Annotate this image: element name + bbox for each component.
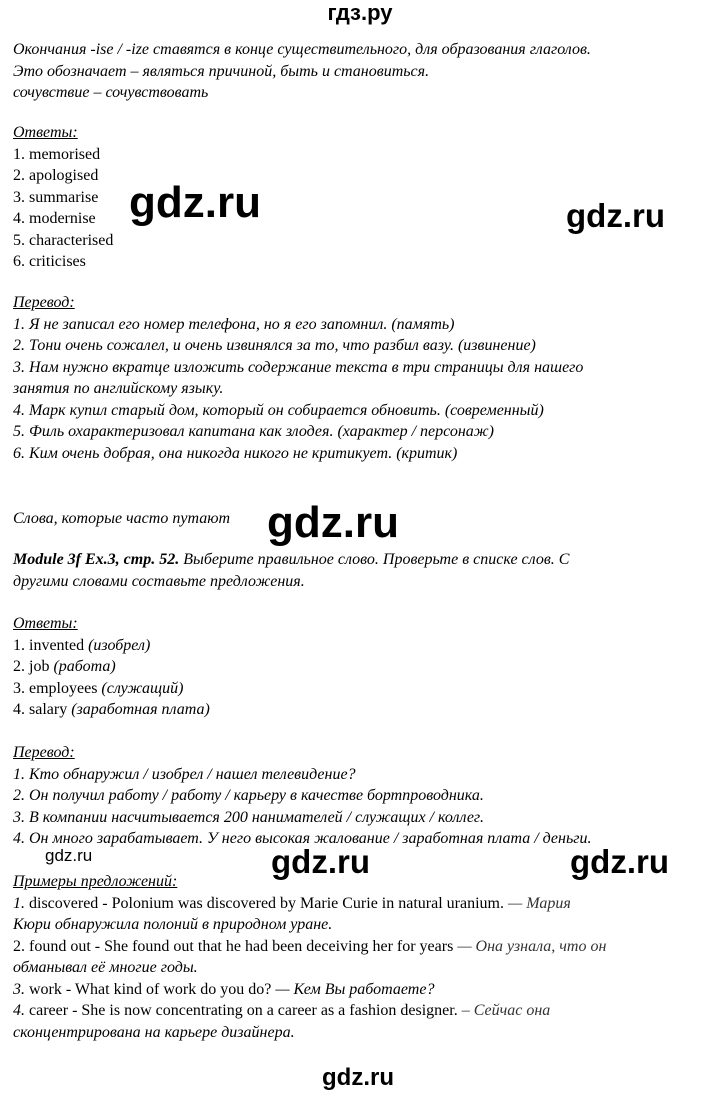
translation-item: 4. Он много зарабатывает. У него высокая жалование / заработная плата / деньги. xyxy=(13,830,592,847)
example-translation: сконцентрирована на карьере дизайнера. xyxy=(13,1023,295,1041)
answer-item: 6. criticises xyxy=(13,253,86,270)
translation-heading: Перевод: xyxy=(13,744,75,761)
intro-line: сочувствие – сочувствовать xyxy=(13,84,209,101)
example-item: 3. work - What kind of work do you do? — Кем Вы работаете? xyxy=(13,980,435,998)
translation-item: 5. Филь охарактеризовал капитана как злодея. (характер / персонаж) xyxy=(13,423,494,440)
answer-translation: (служащий) xyxy=(101,679,184,697)
answer-item xyxy=(13,699,210,721)
answer-item: 1. memorised xyxy=(13,145,101,163)
answer-translation: (работа) xyxy=(53,658,116,675)
translation-heading: Перевод: xyxy=(13,294,75,311)
examples-heading: Примеры предложений: xyxy=(13,873,178,890)
answer-item xyxy=(13,678,210,700)
answers-heading: Ответы: xyxy=(13,124,78,141)
translation-item: 3. Нам нужно вкратце изложить содержание текста в три страницы для нашего xyxy=(13,358,584,376)
answers-heading: Ответы: xyxy=(13,615,78,632)
translation-item: занятия по английскому языку. xyxy=(13,380,224,397)
answer-item: 5. characterised xyxy=(13,231,114,249)
module-reference: Module 3f Ex.3, стр. 52. xyxy=(13,551,180,568)
answers-block-2 xyxy=(13,613,210,721)
answer-item: 3. summarise xyxy=(13,188,99,206)
answer-translation: (изобрел) xyxy=(88,636,151,654)
translation-item: 4. Марк купил старый дом, который он собирается обновить. (современный) xyxy=(13,401,544,419)
answer-item: 2. apologised xyxy=(13,167,99,184)
intro-block xyxy=(13,39,591,104)
answer-word: 3. employees xyxy=(13,679,98,697)
answer-word: 2. job xyxy=(13,658,50,675)
watermark-logo: gdz.ru xyxy=(45,846,93,865)
translation-block-2 xyxy=(13,742,591,850)
confused-words-title: Слова, которые часто путают xyxy=(13,510,231,527)
example-translation: Кюри обнаружила полоний в природном уране. xyxy=(13,916,333,933)
answer-word: 1. invented xyxy=(13,636,85,654)
watermark-logo: gdz.ru xyxy=(566,197,665,234)
answer-word: 4. salary xyxy=(13,701,68,718)
translation-item: 2. Тони очень сожалел, и очень извинялся за то, что разбил вазу. (извинение) xyxy=(13,337,536,354)
intro-line: Окончания -ise / -ize ставятся в конце существительного, для образования глаголов. xyxy=(13,41,591,58)
module-instruction-text: Выберите правильное слово. Проверьте в списке слов. С xyxy=(179,551,570,568)
translation-item: 1. Кто обнаружил / изобрел / нашел телевидение? xyxy=(13,765,356,783)
watermark-logo: gdz.ru xyxy=(267,498,399,547)
examples-block xyxy=(13,871,606,1043)
translation-item: 1. Я не записал его номер телефона, но я его запомнил. (память) xyxy=(13,315,455,333)
watermark-logo: gdz.ru xyxy=(129,178,261,227)
answer-item: 4. modernise xyxy=(13,210,96,227)
translation-item: 3. В компании насчитывается 200 нанимателей / служащих / коллег. xyxy=(13,808,484,826)
translation-block-1 xyxy=(13,292,583,464)
watermark-logo: gdz.ru xyxy=(271,843,370,880)
section-2-intro xyxy=(13,508,230,530)
answer-item xyxy=(13,656,210,678)
example-item: 1. discovered - Polonium was discovered by Marie Curie in natural uranium. — Мария xyxy=(13,894,571,912)
watermark-logo: gdz.ru xyxy=(322,1064,394,1091)
module-instruction-text: другими словами составьте предложения. xyxy=(13,572,305,590)
example-item: 2. found out - She found out that he had been deceiving her for years — Она узнала, что он xyxy=(13,937,607,955)
answer-item xyxy=(13,635,210,657)
module-instruction xyxy=(13,549,569,592)
intro-line: Это обозначает – являться причиной, быть и становиться. xyxy=(13,62,430,80)
example-item: 4. career - She is now concentrating on a career as a fashion designer. – Сейчас она xyxy=(13,1002,551,1019)
watermark-logo: gdz.ru xyxy=(570,843,669,880)
translation-item: 2. Он получил работу / работу / карьеру в качестве бортпроводника. xyxy=(13,787,484,804)
answers-block-1 xyxy=(13,122,113,273)
site-header: гдз.ру xyxy=(327,0,393,25)
example-translation: обманывал её многие годы. xyxy=(13,959,198,976)
translation-item: 6. Ким очень добрая, она никогда никого не критикует. (критик) xyxy=(13,444,458,462)
answer-translation: (заработная плата) xyxy=(71,701,210,718)
